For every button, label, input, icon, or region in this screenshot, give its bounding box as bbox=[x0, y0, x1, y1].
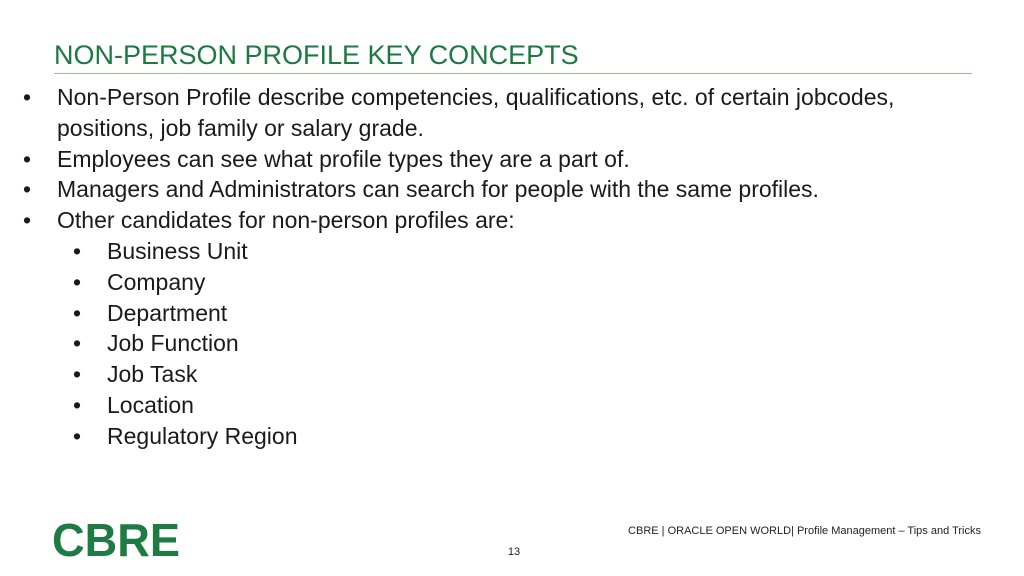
bullet-text: Employees can see what profile types they are a part of. bbox=[57, 145, 630, 172]
sub-bullet-text: Company bbox=[107, 268, 206, 295]
title-divider bbox=[54, 73, 972, 74]
page-number: 13 bbox=[507, 546, 521, 558]
bullet-marker: • bbox=[73, 237, 82, 264]
sub-bullet-text: Job Function bbox=[107, 330, 239, 357]
bullet-marker: • bbox=[23, 207, 32, 234]
sub-bullet-item bbox=[0, 298, 1024, 329]
sub-bullet-item bbox=[0, 328, 1024, 359]
sub-bullet-text: Regulatory Region bbox=[107, 422, 298, 449]
bullet-marker: • bbox=[73, 268, 82, 295]
bullet-marker: • bbox=[73, 422, 82, 449]
sub-bullet-text: Department bbox=[107, 299, 228, 326]
bullet-item bbox=[0, 205, 997, 236]
bullet-marker: • bbox=[73, 391, 82, 418]
bullet-item bbox=[0, 82, 997, 144]
sub-bullet-text: Business Unit bbox=[107, 237, 248, 264]
sub-bullet-item bbox=[0, 236, 1024, 267]
sub-bullet-text: Job Task bbox=[107, 361, 198, 388]
bullet-text: Other candidates for non-person profiles are: bbox=[57, 207, 515, 234]
bullet-marker: • bbox=[73, 299, 82, 326]
bullet-text: Non-Person Profile describe competencies, qualifications, etc. of certain jobcodes, positions, job family or salary grade. bbox=[57, 84, 895, 141]
bullet-item bbox=[0, 144, 997, 175]
bullet-marker: • bbox=[73, 361, 82, 388]
bullet-item bbox=[0, 174, 997, 205]
bullet-marker: • bbox=[23, 84, 32, 110]
sub-bullet-text: Location bbox=[107, 391, 194, 418]
bullet-marker: • bbox=[23, 145, 32, 172]
sub-bullet-item bbox=[0, 359, 1024, 390]
bullet-marker: • bbox=[73, 330, 82, 357]
cbre-logo bbox=[52, 521, 182, 559]
footer-text: CBRE | ORACLE OPEN WORLD| Profile Management – Tips and Tricks bbox=[628, 525, 981, 537]
bullet-marker: • bbox=[23, 176, 32, 203]
bullet-text: Managers and Administrators can search for people with the same profiles. bbox=[57, 176, 819, 203]
slide-title: NON-PERSON PROFILE KEY CONCEPTS bbox=[54, 40, 579, 70]
sub-bullet-item bbox=[0, 390, 1024, 421]
cbre-logo-text: CBRE bbox=[52, 521, 180, 559]
sub-bullet-item bbox=[0, 267, 1024, 298]
sub-bullet-item bbox=[0, 421, 1024, 452]
bullet-list bbox=[0, 82, 1024, 452]
